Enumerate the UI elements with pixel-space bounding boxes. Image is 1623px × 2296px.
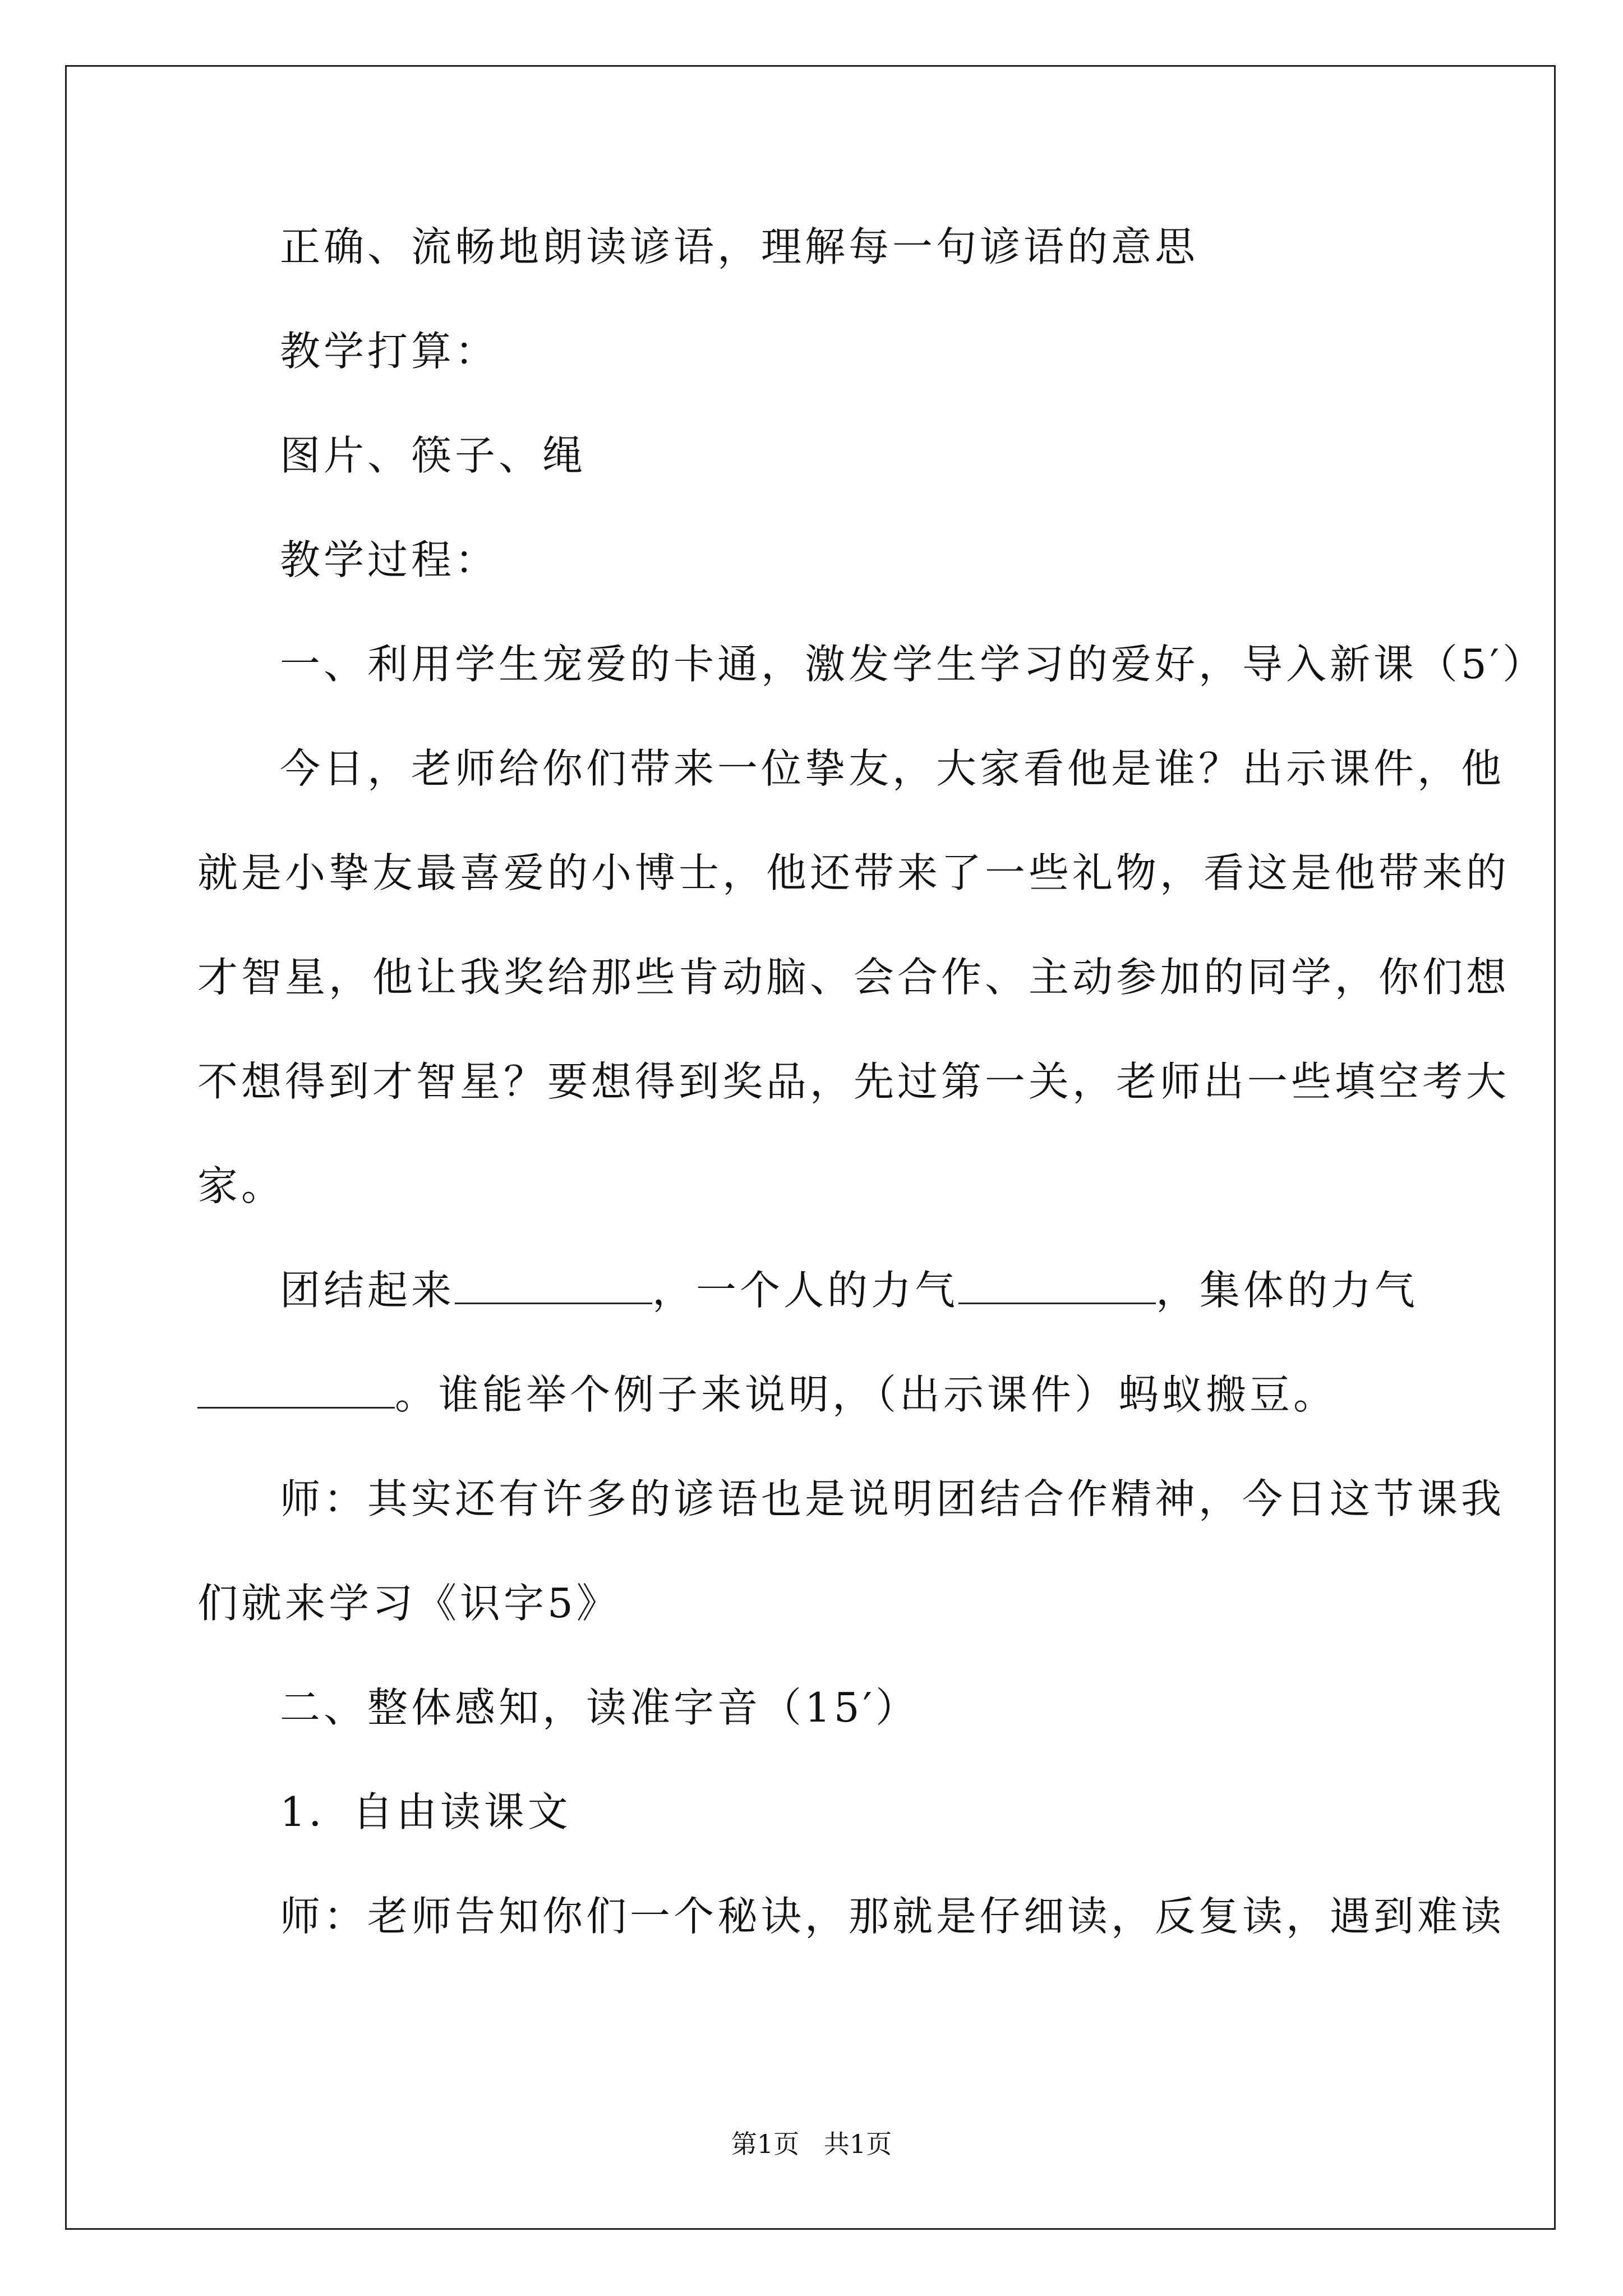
paragraph-materials: 图片、筷子、绳 [280, 432, 587, 479]
paragraph-intro-line: 才智星，他让我奖给那些肯动脑、会合作、主动参加的同学，你们想 [197, 954, 1510, 1001]
paragraph-teacher-line: 们就来学习《识字5》 [197, 1580, 620, 1627]
fill-blank-line [197, 1371, 1338, 1418]
fill-blank-text: 团结起来 [280, 1267, 455, 1314]
paragraph-objective: 正确、流畅地朗读谚语，理解每一句谚语的意思 [280, 223, 1199, 270]
page-footer: 第1页 共1页 [731, 2129, 892, 2159]
paragraph-teacher-line: 师：其实还有许多的谚语也是说明团结合作精神，今日这节课我 [280, 1475, 1505, 1522]
fill-blank-text: ，一个人的力气 [652, 1267, 959, 1314]
paragraph-intro-line: 不想得到才智星？要想得到奖品，先过第一关，老师出一些填空考大 [197, 1058, 1510, 1105]
fill-blank-underline [455, 1272, 652, 1304]
fill-blank-underline [197, 1377, 395, 1409]
step-heading: 1．自由读课文 [280, 1788, 571, 1835]
heading-preparation: 教学打算： [280, 328, 499, 375]
fill-blank-text: 。谁能举个例子来说明，（出示课件）蚂蚁搬豆。 [395, 1371, 1338, 1418]
section-heading-two: 二、整体感知，读准字音（15′） [280, 1684, 919, 1731]
fill-blank-line [280, 1267, 1419, 1314]
paragraph-intro-line: 今日，老师给你们带来一位挚友，大家看他是谁？出示课件，他 [280, 745, 1505, 792]
paragraph-secret-line: 师：老师告知你们一个秘诀，那就是仔细读，反复读，遇到难读 [280, 1893, 1505, 1940]
heading-process: 教学过程： [280, 536, 499, 583]
section-heading-one: 一、利用学生宠爱的卡通，激发学生学习的爱好，导入新课（5′） [280, 641, 1547, 688]
fill-blank-text: ，集体的力气 [1156, 1267, 1419, 1314]
paragraph-intro-line: 就是小挚友最喜爱的小博士，他还带来了一些礼物，看这是他带来的 [197, 849, 1510, 896]
fill-blank-underline [958, 1272, 1156, 1304]
paragraph-intro-line: 家。 [197, 1162, 285, 1209]
